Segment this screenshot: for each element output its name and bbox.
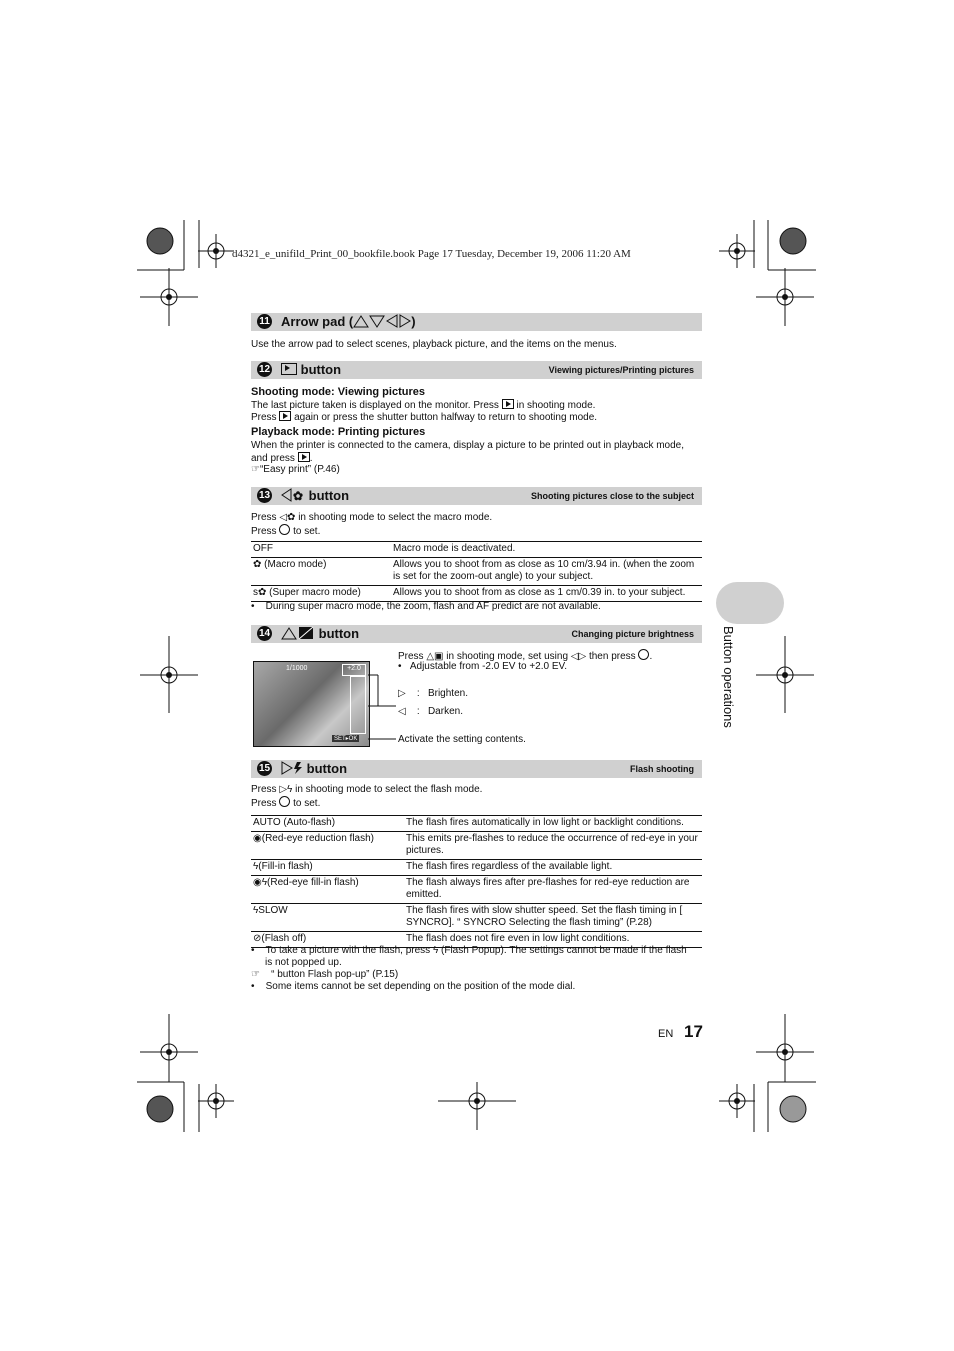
section-number: 13	[258, 490, 271, 501]
section-title: Arrow pad (	[281, 314, 354, 329]
table-row: AUTO (Auto-flash) The flash fires automatically in low light or backlight conditions.	[251, 816, 702, 832]
left-right-icon: ◁▷	[570, 651, 587, 662]
s12-line-4: and press .	[251, 453, 313, 464]
chapter-tab	[716, 582, 784, 624]
playback-icon	[502, 399, 514, 409]
s14-line-2: • Adjustable from -2.0 EV to +2.0 EV.	[398, 661, 568, 672]
left-macro-icon	[281, 488, 305, 502]
table-row: ◉ϟ(Red-eye fill-in flash) The flash always fires after pre-flashes for red-eye reduction are emitted.	[251, 876, 702, 904]
table-row: OFF Macro mode is deactivated.	[251, 542, 702, 558]
macro-table	[251, 541, 702, 602]
red-eye-icon: ◉	[253, 833, 262, 844]
table-row: ϟSLOW The flash fires with slow shutter speed. Set the flash timing in [ SYNCRO]. “ SYNCRO Selecting the flash timing” (P.28)	[251, 904, 702, 932]
section-13-bar	[251, 487, 702, 505]
s14-darken: ◁ : Darken.	[398, 706, 463, 717]
section-number: 14	[258, 628, 271, 639]
left-macro-icon: ◁✿	[279, 512, 296, 523]
s12-line-3: When the printer is connected to the camera, display a picture to be printed out in playback mode,	[251, 440, 685, 451]
s12-ref: ☞“Easy print” (P.46)	[251, 464, 340, 475]
s14-brighten: ▷ : Brighten.	[398, 688, 468, 699]
flash-off-icon: ⊘	[253, 933, 262, 944]
language-label: EN	[658, 1028, 674, 1040]
s14-activate: Activate the setting contents.	[398, 734, 526, 745]
s14-line-1: Press △▣ in shooting mode, set using ◁▷ then press .	[398, 651, 653, 662]
s13-line-2: Press to set.	[251, 526, 321, 537]
section-11-bar: 11 Arrow pad ( )	[251, 313, 702, 331]
flash-icon: ϟ	[253, 861, 259, 872]
section-title: button	[318, 626, 360, 641]
table-row: ✿ (Macro mode) Allows you to shoot from as close as 10 cm/3.94 in. (when the zoom is set for the zoom-out angle) to your subject.	[251, 558, 702, 586]
right-flash-icon: ▷ϟ	[279, 784, 293, 795]
callout-lines	[368, 670, 398, 746]
section-subtitle: Viewing pictures/Printing pictures	[548, 365, 694, 375]
ok-button-icon	[638, 649, 649, 660]
playback-icon	[281, 363, 297, 375]
table-row: ϟ(Fill-in flash) The flash fires regardless of the available light.	[251, 860, 702, 876]
table-row: ⊘(Flash off) The flash does not fire even in low light conditions.	[251, 932, 702, 948]
s13-note: • During super macro mode, the zoom, flash and AF predict are not available.	[251, 601, 601, 612]
s11-body: Use the arrow pad to select scenes, playback picture, and the items on the menus.	[251, 339, 617, 350]
right-flash-icon	[281, 761, 303, 775]
screen-ev: +2.0	[342, 664, 366, 676]
section-12-bar	[251, 361, 702, 379]
svg-text:✿: ✿	[293, 489, 304, 502]
macro-icon: ✿	[253, 559, 262, 570]
flash-icon: ϟ	[432, 945, 439, 956]
screen-set-ok: SET▸OK	[334, 736, 358, 742]
table-row: s✿ (Super macro mode) Allows you to shoot from as close as 1 cm/0.39 in. to your subject.	[251, 586, 702, 602]
section-14-bar	[251, 625, 702, 643]
table-row: ◉(Red-eye reduction flash) This emits pre-flashes to reduce the occurrence of red-eye in your pictures.	[251, 832, 702, 860]
s12-line-2: Press again or press the shutter button halfway to return to shooting mode.	[251, 412, 598, 423]
section-subtitle: Flash shooting	[630, 764, 694, 774]
section-subtitle: Shooting pictures close to the subject	[530, 491, 694, 501]
s12-line-1: The last picture taken is displayed on the monitor. Press in shooting mode.	[251, 400, 596, 411]
s13-line-1: Press ◁✿ in shooting mode to select the macro mode.	[251, 512, 493, 523]
arrow-pad-icon	[353, 314, 411, 328]
red-eye-fill-icon: ◉ϟ	[253, 877, 268, 888]
up-exposure-icon	[281, 626, 315, 640]
right-arrow-icon: ▷	[398, 688, 406, 699]
ok-button-icon	[279, 796, 290, 807]
s12-heading-1: Shooting mode: Viewing pictures	[251, 386, 425, 398]
reference-icon: ☞	[251, 969, 260, 980]
left-arrow-icon: ◁	[398, 706, 406, 717]
section-number: 12	[258, 364, 271, 375]
s15-line-1: Press ▷ϟ in shooting mode to select the flash mode.	[251, 784, 483, 795]
chapter-label: Button operations	[721, 626, 736, 728]
flash-table	[251, 815, 702, 948]
section-subtitle: Changing picture brightness	[571, 629, 694, 639]
up-exposure-icon: △▣	[426, 651, 444, 662]
playback-icon	[298, 452, 310, 462]
section-number: 11	[257, 314, 272, 329]
s15-note-1-cont: is not popped up.	[265, 957, 342, 968]
s12-heading-2: Playback mode: Printing pictures	[251, 426, 426, 438]
s15-note-1: • To take a picture with the flash, press ϟ (Flash Popup). The settings cannot be made if the flash	[251, 945, 687, 956]
section-title: button	[308, 488, 350, 503]
ev-scale	[350, 676, 366, 734]
page-number: 17	[684, 1022, 703, 1041]
section-number: 15	[258, 763, 271, 774]
reference-icon: ☞	[251, 464, 260, 475]
camera-screen-image	[253, 661, 370, 747]
super-macro-icon: s✿	[253, 587, 267, 598]
s15-note-3: • Some items cannot be set depending on the position of the mode dial.	[251, 981, 576, 992]
flash-icon: ϟ	[253, 905, 259, 916]
section-title: button	[300, 362, 342, 377]
screen-shutter: 1/1000	[286, 665, 308, 672]
s15-line-2: Press to set.	[251, 798, 321, 809]
print-header: d4321_e_unifild_Print_00_bookfile.book Page 17 Tuesday, December 19, 2006 11:20 AM	[232, 248, 631, 260]
section-title: button	[306, 761, 348, 776]
playback-icon	[279, 411, 291, 421]
section-15-bar	[251, 760, 702, 778]
s15-note-2: ☞ “ button Flash pop-up” (P.15)	[251, 969, 399, 980]
ok-button-icon	[279, 524, 290, 535]
